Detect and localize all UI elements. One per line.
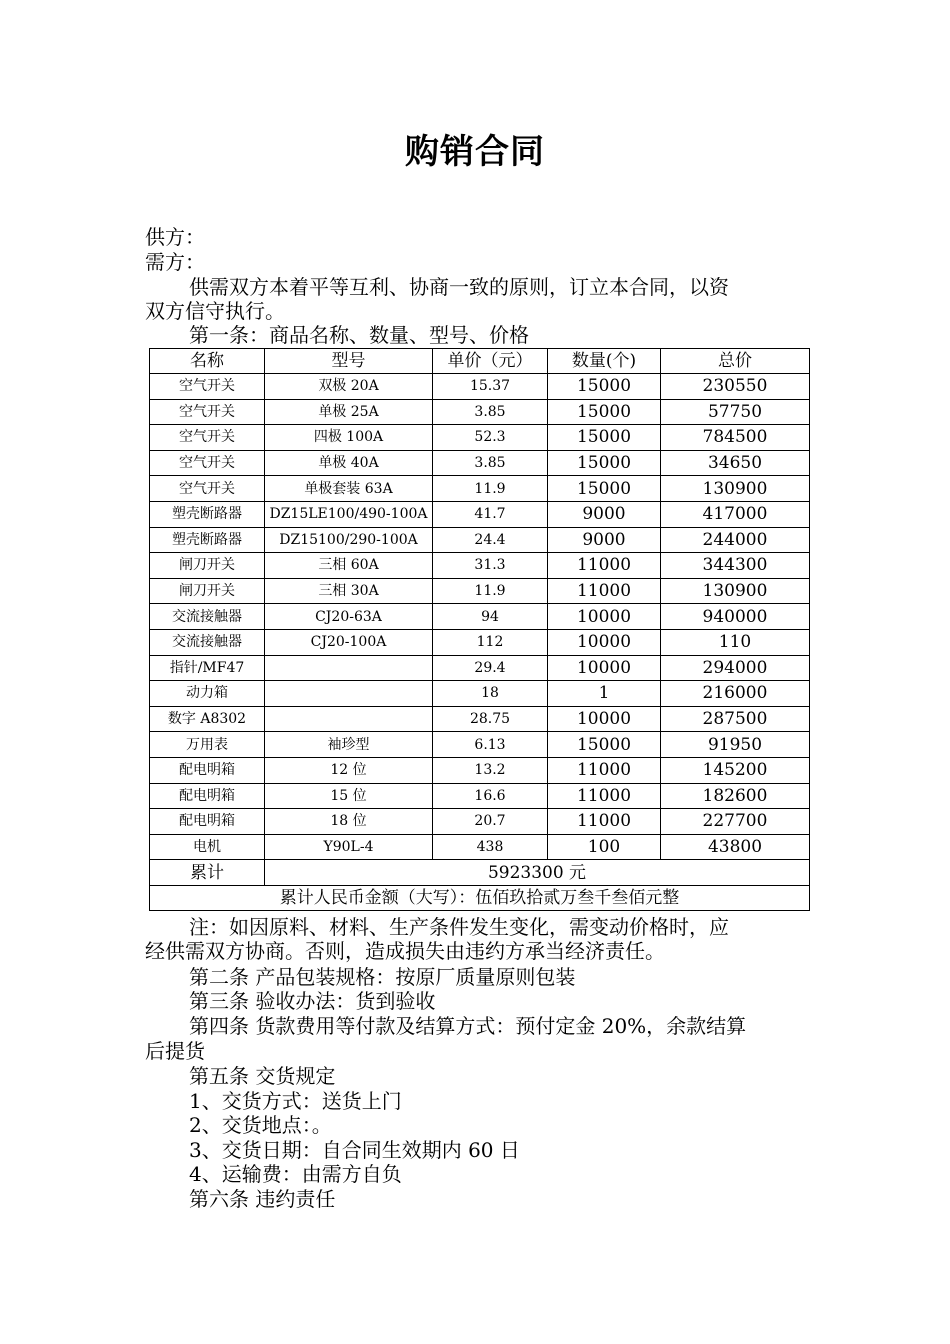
cell-quantity: 10000	[548, 629, 661, 655]
cell-total: 57750	[661, 399, 810, 425]
cell-model: 袖珍型	[265, 732, 433, 758]
cell-unit-price: 52.3	[433, 425, 548, 451]
cell-quantity: 15000	[548, 476, 661, 502]
table-row	[150, 425, 810, 451]
cell-quantity: 11000	[548, 809, 661, 835]
cell-name: 配电明箱	[150, 757, 265, 783]
table-total-words-row	[150, 885, 810, 911]
cell-model: 双极 20A	[265, 374, 433, 400]
cell-quantity: 9000	[548, 527, 661, 553]
cell-total: 417000	[661, 501, 810, 527]
cell-unit-price: 11.9	[433, 578, 548, 604]
cell-name: 塑壳断路器	[150, 527, 265, 553]
intro-paragraph-line2: 双方信守执行。	[145, 299, 285, 323]
cell-name: 空气开关	[150, 425, 265, 451]
cell-unit-price: 11.9	[433, 476, 548, 502]
cell-total: 230550	[661, 374, 810, 400]
table-header-row	[150, 349, 810, 374]
cell-unit-price: 6.13	[433, 732, 548, 758]
cell-name: 交流接触器	[150, 604, 265, 630]
article-5-heading: 第五条 交货规定	[189, 1064, 336, 1088]
cell-model: DZ15LE100/490-100A	[265, 501, 433, 527]
cell-name: 空气开关	[150, 450, 265, 476]
cell-unit-price: 20.7	[433, 809, 548, 835]
cell-unit-price: 24.4	[433, 527, 548, 553]
cell-quantity: 9000	[548, 501, 661, 527]
cell-model: DZ15100/290-100A	[265, 527, 433, 553]
cell-total: 130900	[661, 578, 810, 604]
table-row	[150, 374, 810, 400]
cell-model: 三相 60A	[265, 553, 433, 579]
cell-total: 34650	[661, 450, 810, 476]
cell-total: 43800	[661, 834, 810, 860]
table-row	[150, 655, 810, 681]
cell-name: 塑壳断路器	[150, 501, 265, 527]
table-row	[150, 399, 810, 425]
cell-name: 交流接触器	[150, 629, 265, 655]
cell-unit-price: 3.85	[433, 450, 548, 476]
cell-quantity: 15000	[548, 425, 661, 451]
cell-unit-price: 28.75	[433, 706, 548, 732]
header-total: 总价	[661, 349, 810, 374]
article-6-heading: 第六条 违约责任	[189, 1187, 336, 1211]
cell-unit-price: 41.7	[433, 501, 548, 527]
table-row	[150, 501, 810, 527]
cell-quantity: 100	[548, 834, 661, 860]
cell-unit-price: 16.6	[433, 783, 548, 809]
cell-name: 万用表	[150, 732, 265, 758]
cell-model: 三相 30A	[265, 578, 433, 604]
cell-unit-price: 94	[433, 604, 548, 630]
table-row	[150, 783, 810, 809]
cell-quantity: 11000	[548, 578, 661, 604]
shipping-fee: 4、运输费：由需方自负	[189, 1162, 402, 1186]
table-row	[150, 553, 810, 579]
cell-name: 配电明箱	[150, 783, 265, 809]
cell-total: 244000	[661, 527, 810, 553]
cell-model	[265, 681, 433, 707]
goods-table	[149, 348, 810, 911]
table-row	[150, 757, 810, 783]
buyer-label: 需方：	[145, 250, 205, 274]
cell-unit-price: 18	[433, 681, 548, 707]
table-row	[150, 834, 810, 860]
cell-name: 闸刀开关	[150, 553, 265, 579]
cell-model: 单极 25A	[265, 399, 433, 425]
cell-name: 指针/MF47	[150, 655, 265, 681]
table-row	[150, 681, 810, 707]
cell-name: 空气开关	[150, 374, 265, 400]
delivery-method: 1、交货方式：送货上门	[189, 1089, 402, 1113]
cell-quantity: 15000	[548, 374, 661, 400]
article-1-heading: 第一条：商品名称、数量、型号、价格	[189, 323, 529, 347]
cell-total: 784500	[661, 425, 810, 451]
cell-name: 闸刀开关	[150, 578, 265, 604]
table-row	[150, 578, 810, 604]
cell-quantity: 15000	[548, 732, 661, 758]
cell-unit-price: 15.37	[433, 374, 548, 400]
table-row	[150, 527, 810, 553]
cell-model: 单极套装 63A	[265, 476, 433, 502]
intro-paragraph-line1: 供需双方本着平等互利、协商一致的原则，订立本合同，以资	[189, 275, 729, 299]
cell-quantity: 11000	[548, 553, 661, 579]
cell-unit-price: 13.2	[433, 757, 548, 783]
cell-unit-price: 112	[433, 629, 548, 655]
cell-total: 145200	[661, 757, 810, 783]
article-2: 第二条 产品包装规格：按原厂质量原则包装	[189, 965, 576, 989]
cell-total: 940000	[661, 604, 810, 630]
cell-quantity: 15000	[548, 399, 661, 425]
cell-model: 15 位	[265, 783, 433, 809]
cell-quantity: 11000	[548, 757, 661, 783]
table-total-row	[150, 860, 810, 886]
cell-total: 91950	[661, 732, 810, 758]
table-row	[150, 732, 810, 758]
cell-total: 344300	[661, 553, 810, 579]
cell-model: 四极 100A	[265, 425, 433, 451]
table-row	[150, 604, 810, 630]
cell-total: 294000	[661, 655, 810, 681]
cell-quantity: 15000	[548, 450, 661, 476]
table-row	[150, 476, 810, 502]
header-unit-price: 单价（元）	[433, 349, 548, 374]
delivery-place: 2、交货地点：。	[189, 1113, 332, 1137]
cell-total: 227700	[661, 809, 810, 835]
table-row	[150, 809, 810, 835]
cell-total: 182600	[661, 783, 810, 809]
cell-quantity: 1	[548, 681, 661, 707]
cell-unit-price: 29.4	[433, 655, 548, 681]
cell-quantity: 11000	[548, 783, 661, 809]
total-label: 累计	[150, 860, 265, 886]
note-line2: 经供需双方协商。否则，造成损失由违约方承当经济责任。	[145, 939, 665, 963]
cell-model: 18 位	[265, 809, 433, 835]
table-row	[150, 706, 810, 732]
cell-name: 数字 A8302	[150, 706, 265, 732]
cell-quantity: 10000	[548, 604, 661, 630]
cell-name: 空气开关	[150, 476, 265, 502]
header-name: 名称	[150, 349, 265, 374]
header-quantity: 数量(个)	[548, 349, 661, 374]
cell-model: Y90L-4	[265, 834, 433, 860]
cell-name: 配电明箱	[150, 809, 265, 835]
table-row	[150, 629, 810, 655]
delivery-date: 3、交货日期：自合同生效期内 60 日	[189, 1138, 520, 1162]
cell-total: 130900	[661, 476, 810, 502]
contract-title: 购销合同	[405, 132, 545, 172]
cell-model: 单极 40A	[265, 450, 433, 476]
cell-name: 动力箱	[150, 681, 265, 707]
cell-unit-price: 3.85	[433, 399, 548, 425]
total-value: 5923300 元	[265, 860, 810, 886]
cell-model	[265, 706, 433, 732]
cell-unit-price: 31.3	[433, 553, 548, 579]
cell-quantity: 10000	[548, 706, 661, 732]
cell-model: CJ20-100A	[265, 629, 433, 655]
cell-quantity: 10000	[548, 655, 661, 681]
article-3: 第三条 验收办法：货到验收	[189, 989, 436, 1013]
article-4-line2: 后提货	[145, 1039, 205, 1063]
cell-model: CJ20-63A	[265, 604, 433, 630]
cell-total: 216000	[661, 681, 810, 707]
cell-unit-price: 438	[433, 834, 548, 860]
cell-total: 287500	[661, 706, 810, 732]
header-model: 型号	[265, 349, 433, 374]
cell-name: 电机	[150, 834, 265, 860]
cell-model	[265, 655, 433, 681]
total-amount-in-words: 累计人民币金额（大写）：伍佰玖拾贰万叁千叁佰元整	[150, 885, 810, 911]
article-4-line1: 第四条 货款费用等付款及结算方式：预付定金 20%，余款结算	[189, 1014, 747, 1038]
table-row	[150, 450, 810, 476]
cell-name: 空气开关	[150, 399, 265, 425]
note-line1: 注：如因原料、材料、生产条件发生变化，需变动价格时，应	[189, 915, 729, 939]
cell-model: 12 位	[265, 757, 433, 783]
cell-total: 110	[661, 629, 810, 655]
supplier-label: 供方：	[145, 225, 205, 249]
